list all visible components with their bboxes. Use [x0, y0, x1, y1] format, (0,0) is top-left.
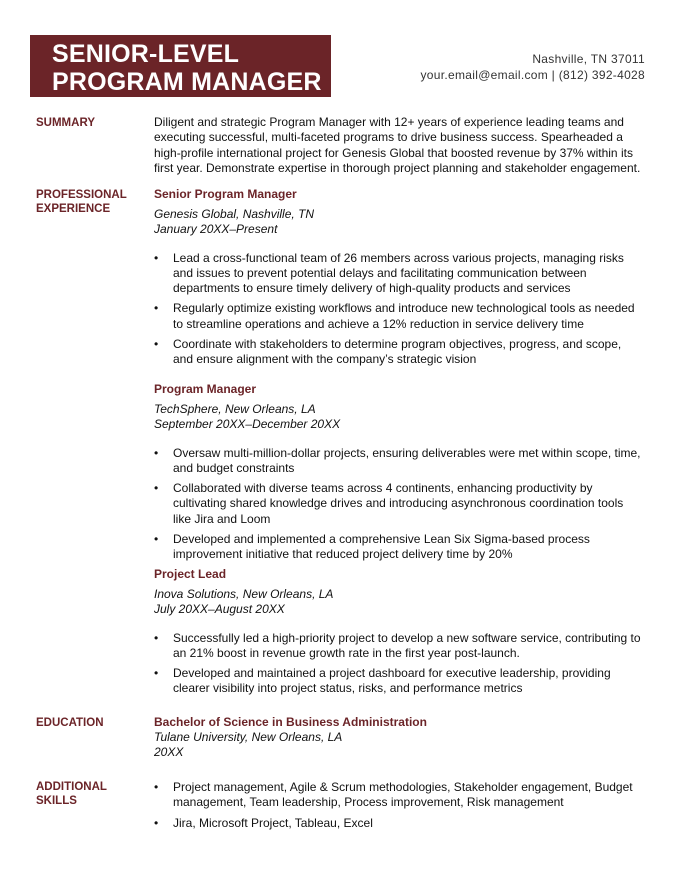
education-label: EDUCATION	[36, 717, 104, 729]
bullet-item: • Coordinate with stakeholders to determine program objectives, progress, and scope, and ensure alignment with the company’s strategic vision	[154, 337, 644, 368]
job-company: Inova Solutions, New Orleans, LA	[154, 587, 334, 601]
skills-label	[36, 780, 107, 808]
job-title: Project Lead	[154, 567, 227, 581]
skill-item: • Project management, Agile & Scrum methodologies, Stakeholder engagement, Budget management, Team leadership, Process improvement, Risk management	[154, 780, 644, 811]
experience-label-line-1: PROFESSIONAL	[36, 189, 127, 201]
job-entry-1	[154, 187, 644, 373]
skills-entry	[154, 780, 644, 836]
skills-label-line-1: ADDITIONAL	[36, 781, 107, 793]
school-name: Tulane University, New Orleans, LA	[154, 730, 343, 744]
summary-text: Diligent and strategic Program Manager with 12+ years of experience leading teams and executing successful, multi-faceted programs to drive business success. Spearheaded a high-profile international project for Genesis Global that boosted revenue by 37% within its first year. Demonstrate expertise in thorough project planning and stakeholder engagement.	[154, 115, 641, 175]
education-entry	[154, 715, 644, 761]
job-company: Genesis Global, Nashville, TN	[154, 207, 315, 221]
bullet-item: • Oversaw multi-million-dollar projects, ensuring deliverables were met within scope, time, and budget constraints	[154, 446, 644, 477]
job-bullets	[154, 631, 644, 697]
job-bullets	[154, 446, 644, 563]
experience-label	[36, 188, 127, 216]
job-dates: July 20XX–August 20XX	[154, 602, 285, 617]
skills-bullets	[154, 780, 644, 831]
experience-label-line-2: EXPERIENCE	[36, 203, 111, 215]
job-entry-3	[154, 567, 644, 702]
skill-item: • Jira, Microsoft Project, Tableau, Excel	[154, 816, 644, 831]
name-banner	[30, 35, 331, 97]
bullet-item: • Lead a cross-functional team of 26 members across various projects, managing risks and issues to prevent potential delays and facilitating communication between departments to ensure timely delivery of high-quality products and services	[154, 251, 644, 297]
name-line-2: PROGRAM MANAGER	[52, 68, 322, 96]
location-text: Nashville, TN 37011	[532, 52, 645, 66]
name-line-1: SENIOR-LEVEL	[52, 40, 240, 68]
job-bullets	[154, 251, 644, 368]
contact-block	[421, 51, 646, 83]
bullet-item: • Regularly optimize existing workflows and introduce new technological tools as needed to streamline operations and achieve a 12% reduction in service delivery time	[154, 301, 644, 332]
email-phone-text: your.email@email.com | (812) 392-4028	[420, 68, 645, 82]
job-title: Senior Program Manager	[154, 187, 297, 201]
degree-title: Bachelor of Science in Business Administration	[154, 715, 427, 729]
bullet-item: • Successfully led a high-priority project to develop a new software service, contributing to an 21% boost in revenue growth rate in the first year post-launch.	[154, 631, 644, 662]
job-title: Program Manager	[154, 382, 257, 396]
skills-label-line-2: SKILLS	[36, 795, 77, 807]
job-dates: January 20XX–Present	[154, 222, 278, 237]
job-dates: September 20XX–December 20XX	[154, 417, 341, 432]
summary-label: SUMMARY	[36, 117, 95, 129]
bullet-item: • Developed and implemented a comprehensive Lean Six Sigma-based process improvement initiative that reduced project delivery time by 20%	[154, 532, 644, 563]
graduation-year: 20XX	[154, 745, 184, 760]
job-entry-2	[154, 382, 644, 568]
bullet-item: • Collaborated with diverse teams across 4 continents, enhancing productivity by cultivating shared knowledge drives and introducing asynchronous coordination tools like Jira and Loom	[154, 481, 644, 527]
job-company: TechSphere, New Orleans, LA	[154, 402, 316, 416]
bullet-item: • Developed and maintained a project dashboard for executive leadership, providing clearer visibility into project status, risks, and performance metrics	[154, 666, 644, 697]
